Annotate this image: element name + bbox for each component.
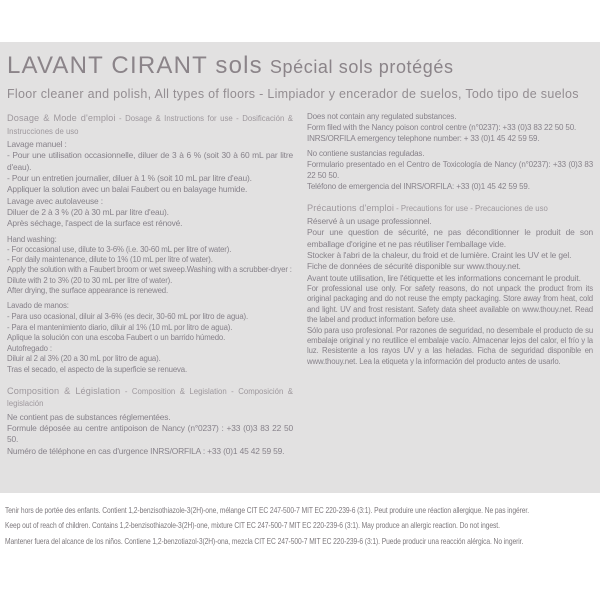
hazard-warning-es: Mantener fuera del alcance de los niños. Contiene 1,2-benzotiazol-3(2H)-ona, mezcla CIT EC 247-500-7 MIT EC 220-239-6 (3:1). Puede producir una reacción alérgica. No ingerir. [5,535,524,546]
dosage-fr-line: - Pour une utilisation occasionnelle, diluer de 3 à 6 % (soit 30 à 60 mL par litre d'eau). [7,150,293,172]
composition-heading [7,385,293,410]
precautions-section-fr [307,216,593,284]
dosage-heading [7,112,293,137]
dosage-section-en [7,235,293,297]
regulated-en-line: Form filed with the Nancy poison control centre (n°0237): +33 (0)3 83 22 50 50. [307,122,577,132]
precautions-fr-line: Fiche de données de sécurité disponible sur www.thouy.net. [307,261,521,272]
composition-section [7,412,293,457]
composition-heading-translations: - Composition & Legislation - Composición & legislación [7,386,293,409]
precautions-heading-fr: Précautions d'emploi [307,202,394,213]
regulated-es-line: No contiene sustancias reguladas. [307,149,425,159]
label-panel [0,42,600,493]
composition-heading-fr: Composition & Législation [7,385,121,396]
precautions-heading [307,202,593,215]
regulated-section-en [307,112,593,144]
product-name: LAVANT CIRANT sols [7,52,263,79]
dosage-es-line: Lavado de manos: [7,301,69,311]
product-subtitle: Floor cleaner and polish, All types of floors - Limpiador y encerador de suelos, Todo tipo de suelos [7,87,579,101]
dosage-en-line: Dilute with 2 to 3% (20 to 30 mL per litre of water). [7,275,173,285]
regulated-es-line: Formulario presentado en el Centro de Toxicología de Nancy (n°0237): +33 (0)3 83 22 50 50. [307,160,593,180]
dosage-heading-fr: Dosage & Mode d'emploi [7,113,116,123]
dosage-en-line: - For daily maintenance, dilute to 1% (10 mL per litre of water). [7,255,213,265]
regulated-section-es [307,149,593,192]
dosage-heading-translations: - Dosage & Instructions for use - Dosificación & Instrucciones de uso [7,114,293,136]
title-row [7,52,593,80]
precautions-heading-translations: - Precautions for use - Precauciones de uso [394,203,548,213]
composition-line: Ne contient pas de substances réglementées. [7,411,171,422]
dosage-es-line: Diluir al 2 al 3% (20 a 30 mL por litro de agua). [7,354,161,364]
dosage-en-line: - For occasional use, dilute to 3-6% (i.e. 30-60 mL per litre of water). [7,244,232,254]
hazard-warning-en: Keep out of reach of children. Contains 1,2-benzisothiazole-3(2H)-one, mixture CIT EC 247-500-7 MIT EC 220-239-6 (3:1). May produce an allergic reaction. Do not ingest. [5,520,500,531]
precautions-fr-line: Stocker à l'abri de la chaleur, du froid et de lumière. Craint les UV et le gel. [307,250,572,261]
dosage-en-line: After drying, the surface appearance is renewed. [7,286,168,296]
dosage-en-line: Hand washing: [7,234,57,244]
dosage-fr-line: Lavage manuel : [7,139,67,150]
composition-line: Numéro de téléphone en cas d'urgence INRS/ORFILA : +33 (0)1 45 42 59 59. [7,445,285,456]
product-variant: Spécial sols protégés [269,57,454,77]
precautions-paragraph-en: For professional use only. For safety reasons, do not unpack the product from its original packaging and do not reuse the empty packaging. Store away from heat, cold and light. UV and frost resistant. Safety data sheet available on www.thouy.net. Read the label and product information before use. [307,283,593,325]
dosage-es-line: Tras el secado, el aspecto de la superficie se renueva. [7,364,187,374]
dosage-es-line: Aplique la solución con una escoba Faubert o un barrido húmedo. [7,333,226,343]
dosage-en-line: Apply the solution with a Faubert broom or wet sweep.Washing with a scrubber-dryer : [7,265,292,275]
precautions-fr-line: Avant toute utilisation, lire l'étiquette et les informations concernant le produit. [307,272,581,283]
dosage-fr-line: Lavage avec autolaveuse : [7,195,103,206]
dosage-fr-line: - Pour un entretien journalier, diluer à 1 % (soit 10 mL par litre d'eau). [7,173,252,184]
regulated-es-line: Teléfono de emergencia del INRS/ORFILA: +33 (0)1 45 42 59 59. [307,181,530,191]
dosage-es-line: Autofregado : [7,343,52,353]
dosage-es-line: - Para uso ocasional, diluir al 3-6% (es decir, 30-60 mL por litro de agua). [7,311,248,321]
dosage-fr-line: Appliquer la solution avec un balai Faubert ou en balayage humide. [7,184,248,195]
left-column [7,112,293,457]
right-column [307,112,593,457]
regulated-en-line: INRS/ORFILA emergency telephone number: + 33 (0)1 45 42 59 59. [307,133,540,143]
composition-line: Formule déposée au centre antipoison de Nancy (n°0237) : +33 (0)3 83 22 50 50. [7,422,293,445]
dosage-fr-line: Diluer de 2 à 3 % (20 à 30 mL par litre d'eau). [7,206,169,217]
regulated-en-line: Does not contain any regulated substances. [307,112,457,121]
label-columns [7,112,593,457]
hazard-warnings [5,503,595,549]
precautions-fr-line: Réservé à un usage professionnel. [307,216,432,227]
precautions-paragraph-es: Sólo para uso profesional. Por razones de seguridad, no desembale el producto de su embalaje original y no reutilice el embalaje vacío. Almacenar lejos del calor, el frío y la luz. Resistente a los rayos UV y a las heladas. Ficha de seguridad disponible en www.thouy.net. Lea la etiqueta y la información del producto antes de usarlo. [307,325,593,366]
dosage-section-fr [7,139,293,229]
dosage-es-line: - Para el mantenimiento diario, diluir al 1% (10 mL por litro de agua). [7,322,233,332]
dosage-fr-line: Après séchage, l'aspect de la surface est rénové. [7,218,183,229]
hazard-warning-fr: Tenir hors de portée des enfants. Contient 1,2-benzisothiazole-3(2H)-one, mélange CIT EC 247-500-7 MIT EC 220-239-6 (3:1). Peut produire une réaction allergique. Ne pas ingérer. [5,505,529,515]
dosage-section-es [7,301,293,375]
precautions-fr-line: Pour une question de sécurité, ne pas déconditionner le produit de son emballage d'origine et ne pas réutiliser l'emballage vide. [307,227,593,249]
